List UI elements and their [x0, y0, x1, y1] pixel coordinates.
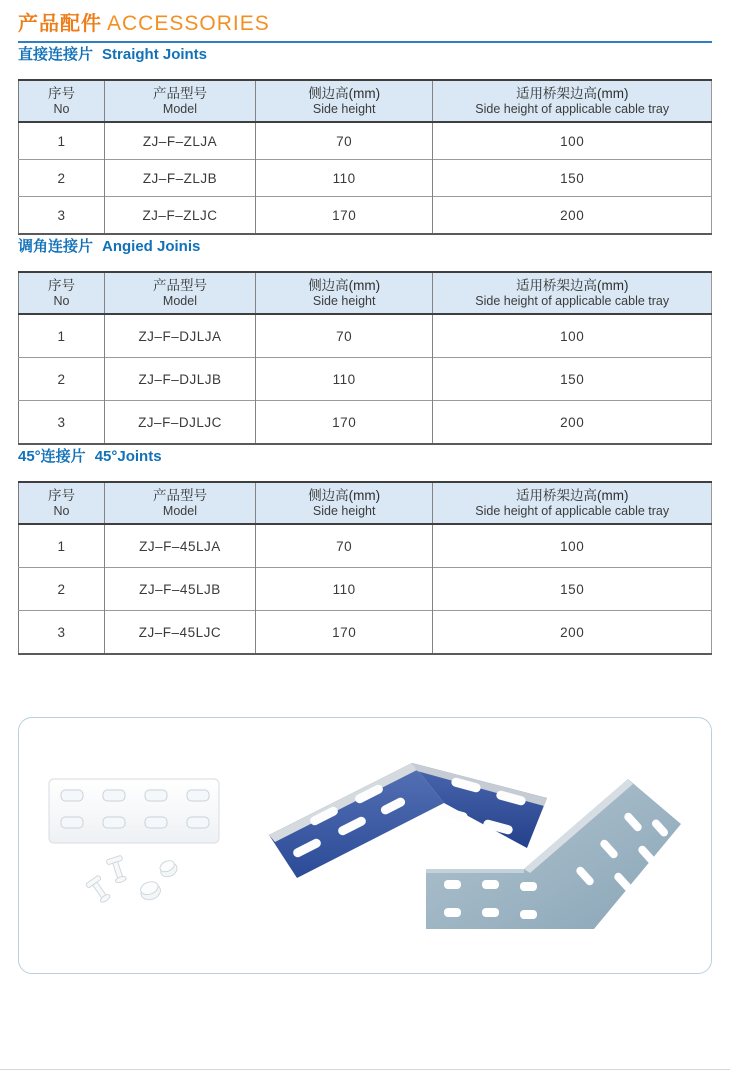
section-title-cn: 45°连接片: [18, 448, 86, 465]
col-header-side-height: 侧边高(mm) Side height: [255, 272, 432, 314]
col-header-tray: 适用桥架边高(mm) Side height of applicable cable tray: [433, 482, 712, 524]
cell-model: ZJ–F–ZLJA: [104, 122, 255, 160]
angled-joints-table: [18, 271, 712, 445]
cell-side-height: 170: [255, 401, 432, 445]
section-title-straight-joints: [18, 43, 712, 64]
table-header-row: [19, 80, 712, 122]
cell-no: 1: [57, 538, 66, 554]
bolt-icon: [106, 855, 129, 884]
bolt-icon: [85, 875, 113, 905]
cell-side-height: 110: [255, 358, 432, 401]
cell-tray: 100: [433, 314, 712, 358]
cell-model: ZJ–F–DJLJC: [104, 401, 255, 445]
page-title: [18, 0, 712, 36]
cell-tray: 200: [433, 401, 712, 445]
product-photos-illustration: [19, 718, 712, 973]
table-row: [19, 401, 712, 445]
cell-tray: 100: [433, 122, 712, 160]
cell-tray: 100: [433, 524, 712, 568]
col-header-no: 序号 No: [19, 272, 105, 314]
cell-side-height: 110: [255, 160, 432, 197]
section-title-45-joints: [18, 445, 712, 466]
cell-model: ZJ–F–ZLJB: [104, 160, 255, 197]
col-header-model: 产品型号 Model: [104, 80, 255, 122]
section-title-en: 45°Joints: [94, 448, 162, 465]
straight-joints-table: [18, 79, 712, 235]
col-header-tray: 适用桥架边高(mm) Side height of applicable cable tray: [433, 272, 712, 314]
table-row: [19, 358, 712, 401]
col-header-side-height: 侧边高(mm) Side height: [255, 482, 432, 524]
cell-no: 1: [57, 328, 66, 344]
section-title-cn: 调角连接片: [18, 238, 94, 255]
col-header-model: 产品型号 Model: [104, 272, 255, 314]
cell-side-height: 110: [255, 568, 432, 611]
cell-tray: 200: [433, 197, 712, 235]
cell-model: ZJ–F–ZLJC: [104, 197, 255, 235]
cell-model: ZJ–F–45LJB: [104, 568, 255, 611]
table-row: [19, 314, 712, 358]
col-header-tray: 适用桥架边高(mm) Side height of applicable cable tray: [433, 80, 712, 122]
col-header-no: 序号 No: [19, 80, 105, 122]
cell-side-height: 170: [255, 611, 432, 655]
45-joints-table: [18, 481, 712, 655]
cell-model: ZJ–F–DJLJA: [104, 314, 255, 358]
cell-no: 2: [19, 160, 105, 197]
section-title-en: Angied Joinis: [102, 238, 201, 255]
cell-side-height: 70: [255, 524, 432, 568]
nut-icon: [157, 858, 179, 879]
cell-no: 3: [19, 197, 105, 235]
cell-side-height: 170: [255, 197, 432, 235]
cell-model: ZJ–F–DJLJB: [104, 358, 255, 401]
cell-tray: 150: [433, 160, 712, 197]
cell-model: ZJ–F–45LJC: [104, 611, 255, 655]
table-header-row: [19, 272, 712, 314]
cell-tray: 150: [433, 358, 712, 401]
page-title-chinese: 产品配件: [18, 13, 102, 35]
straight-joint-plate-photo: [49, 779, 219, 905]
page-bottom-divider: [0, 1069, 730, 1070]
cell-side-height: 70: [255, 314, 432, 358]
cell-side-height: 70: [255, 122, 432, 160]
section-title-en: Straight Joints: [102, 46, 208, 63]
page-title-english: ACCESSORIES: [107, 12, 270, 35]
section-title-cn: 直接连接片: [18, 46, 94, 63]
section-title-angled-joints: [18, 235, 712, 256]
col-header-model: 产品型号 Model: [104, 482, 255, 524]
cell-no: 2: [19, 568, 105, 611]
table-header-row: [19, 482, 712, 524]
cell-no: 3: [19, 611, 105, 655]
cell-no: 1: [57, 133, 66, 149]
cell-no: 3: [19, 401, 105, 445]
product-photos-panel: [18, 717, 712, 974]
cell-tray: 150: [433, 568, 712, 611]
table-row: [19, 122, 712, 160]
table-row: [19, 568, 712, 611]
table-row: [19, 611, 712, 655]
nut-icon: [138, 879, 163, 902]
cell-model: ZJ–F–45LJA: [104, 524, 255, 568]
col-header-side-height: 侧边高(mm) Side height: [255, 80, 432, 122]
cell-tray: 200: [433, 611, 712, 655]
table-row: [19, 197, 712, 235]
cell-no: 2: [19, 358, 105, 401]
table-row: [19, 160, 712, 197]
table-row: [19, 524, 712, 568]
col-header-no: 序号 No: [19, 482, 105, 524]
angle-joint-90-photo: [269, 763, 547, 878]
